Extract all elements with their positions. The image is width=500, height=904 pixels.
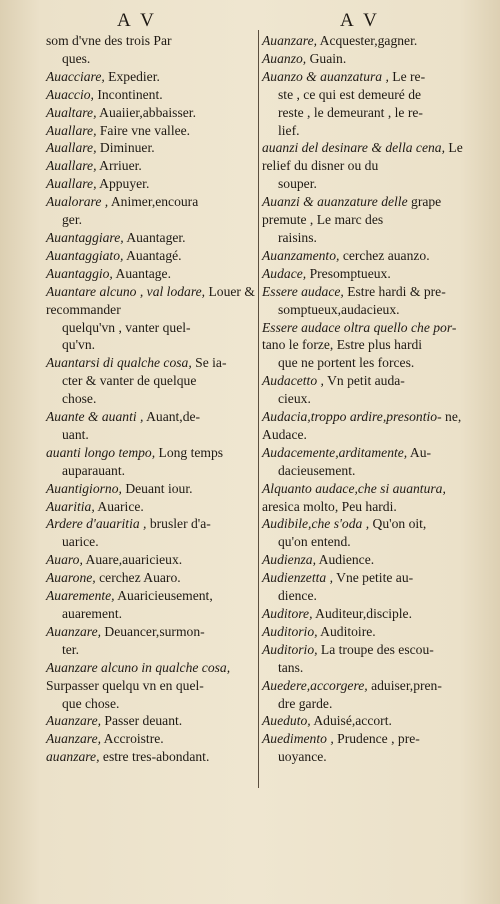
entry-continuation: chose.	[62, 391, 97, 407]
dictionary-entry	[46, 480, 272, 498]
entry-gloss: Auaricieusement,	[117, 588, 213, 604]
entry-gloss: Louer & recommander	[46, 283, 255, 317]
dictionary-entry	[262, 32, 482, 50]
entry-gloss: Auantage.	[115, 265, 171, 281]
entry-gloss: Arriuer.	[99, 158, 142, 174]
dictionary-entry	[46, 515, 272, 551]
entry-headword: Auante & auanti ,	[46, 409, 144, 425]
entry-headword: Auaritia,	[46, 498, 95, 514]
entry-continuation: lief.	[278, 122, 300, 138]
dictionary-entry	[262, 641, 482, 677]
dictionary-entry	[262, 515, 482, 551]
entry-gloss: Estre hardi & pre-	[347, 283, 446, 299]
entry-continuation: que chose.	[62, 695, 120, 711]
dictionary-entry	[262, 551, 482, 569]
entry-continuation: raisins.	[278, 229, 317, 245]
dictionary-entry	[46, 712, 272, 730]
entry-headword: Auantaggiare,	[46, 229, 124, 245]
entry-continuation: reste , le demeurant , le re-	[278, 104, 423, 120]
entry-gloss: Auarice.	[97, 498, 144, 514]
dictionary-entry	[46, 68, 272, 86]
dictionary-entry	[262, 408, 482, 444]
entry-continuation: quelqu'vn , vanter quel-	[62, 319, 191, 335]
entry-headword: Alquanto audace,che si auantura,	[262, 480, 446, 496]
entry-gloss: som d'vne des trois Par	[46, 33, 172, 48]
entry-headword: Auarone,	[46, 570, 96, 586]
entry-headword: Aualtare,	[46, 104, 97, 120]
entry-headword: Auanzi & auanzature delle	[262, 194, 408, 210]
dictionary-entry	[46, 247, 272, 265]
dictionary-entry	[46, 444, 272, 480]
entry-gloss: Diminuer.	[99, 140, 155, 156]
dictionary-entry	[262, 480, 482, 516]
entry-gloss: Deuancer,surmon-	[104, 623, 205, 639]
entry-gloss: tano le forze, Estre plus hardi	[262, 337, 423, 353]
entry-continuation: que ne portent les forces.	[278, 355, 415, 371]
dictionary-entry	[262, 283, 482, 319]
entry-gloss: Qu'on oit,	[372, 516, 427, 532]
entry-gloss: Au-	[409, 444, 432, 460]
entry-continuation: uant.	[62, 426, 89, 442]
entry-gloss: Vn petit auda-	[327, 373, 405, 389]
entry-headword: Auantaggiato,	[46, 247, 124, 263]
dictionary-entry	[262, 712, 482, 730]
entry-continuation: dacieusement.	[278, 462, 356, 478]
entry-gloss: Le relief du disner ou du	[262, 140, 463, 174]
entry-gloss: cerchez Auaro.	[99, 570, 181, 586]
entry-gloss: Surpasser quelqu vn en quel-	[46, 677, 204, 693]
entry-gloss: Passer deuant.	[104, 713, 183, 729]
entry-gloss: Acquester,gagner.	[319, 33, 418, 48]
dictionary-entry	[46, 659, 272, 713]
entry-gloss: Auantager.	[126, 229, 186, 245]
dictionary-entry	[46, 122, 272, 140]
dictionary-entry	[46, 498, 272, 516]
entry-gloss: estre tres-abondant.	[102, 749, 210, 765]
entry-headword: Auedimento ,	[262, 731, 334, 747]
entry-headword: Auallare,	[46, 158, 97, 174]
entry-headword: Auditore,	[262, 606, 313, 621]
entry-headword: Auditorio,	[262, 623, 318, 639]
entry-headword: Essere audace oltra quello che por-	[262, 319, 457, 335]
dictionary-entry	[46, 193, 272, 229]
entry-headword: Auaremente,	[46, 588, 115, 604]
entry-gloss: Auditeur,disciple.	[315, 606, 412, 621]
entry-gloss: Incontinent.	[97, 86, 163, 102]
entry-headword: Auanzare,	[46, 731, 101, 747]
entry-gloss: cerchez auanzo.	[342, 247, 430, 263]
dictionary-entry	[262, 444, 482, 480]
entry-continuation: qu'vn.	[62, 337, 96, 353]
entry-headword: Audacemente,arditamente,	[262, 444, 408, 460]
entry-gloss: Vne petite au-	[336, 570, 414, 586]
entry-headword: Audace,	[262, 265, 307, 281]
entry-headword: Auantaggio,	[46, 265, 113, 281]
dictionary-entry	[46, 587, 272, 623]
dictionary-entry	[262, 193, 482, 247]
left-column	[46, 32, 272, 766]
entry-headword: Auallare,	[46, 122, 97, 138]
entry-gloss: Accroistre.	[103, 731, 164, 747]
entry-gloss: Expedier.	[108, 68, 160, 84]
entry-headword: Auantare alcuno , val lodare,	[46, 283, 206, 299]
entry-headword: Auaccio,	[46, 86, 94, 102]
entry-headword: Auacciare,	[46, 68, 105, 84]
entry-headword: Auanzare,	[46, 713, 101, 729]
dictionary-entry	[262, 730, 482, 766]
entry-continuation: souper.	[278, 176, 317, 192]
entry-gloss: Auare,auaricieux.	[85, 552, 183, 568]
entry-gloss: Deuant iour.	[125, 480, 193, 496]
entry-gloss: grape premute , Le marc des	[262, 194, 442, 228]
entry-continuation: cter & vanter de quelque	[62, 373, 197, 389]
dictionary-entry	[46, 354, 272, 408]
dictionary-entry	[262, 265, 482, 283]
dictionary-entry	[262, 623, 482, 641]
entry-gloss: Auaiier,abbaisser.	[99, 104, 196, 120]
entry-headword: Auanzamento,	[262, 247, 340, 263]
dictionary-entry	[262, 605, 482, 623]
entry-headword: Auanzare,	[262, 33, 317, 48]
dictionary-entry	[46, 32, 272, 68]
dictionary-entry	[46, 730, 272, 748]
dictionary-entry	[46, 229, 272, 247]
entry-gloss: Auditoire.	[320, 623, 376, 639]
dictionary-entry	[46, 175, 272, 193]
entry-headword: Audienzetta ,	[262, 570, 333, 586]
entry-headword: auanzare,	[46, 749, 100, 765]
entry-headword: Auedere,accorgere,	[262, 677, 368, 693]
entry-headword: Auanzare,	[46, 623, 101, 639]
dictionary-entry	[46, 283, 272, 355]
entry-headword: Auanzare alcuno in qualche cosa,	[46, 659, 231, 675]
right-running-head: A V	[340, 10, 380, 31]
dictionary-entry	[46, 265, 272, 283]
entry-continuation: ste , ce qui est demeuré de	[278, 86, 422, 102]
dictionary-entry	[46, 623, 272, 659]
entry-headword: Auallare,	[46, 140, 97, 156]
dictionary-entry	[46, 104, 272, 122]
entry-continuation: tans.	[278, 659, 304, 675]
entry-continuation: ter.	[62, 641, 79, 657]
dictionary-entry	[262, 372, 482, 408]
dictionary-entry	[46, 157, 272, 175]
entry-headword: Audacia,troppo ardire,presontio-	[262, 409, 442, 425]
entry-gloss: Auant,de-	[146, 409, 201, 425]
entry-gloss: ne, Audace.	[262, 409, 462, 442]
entry-headword: Auanzo,	[262, 50, 307, 66]
entry-gloss: Aduisé,accort.	[313, 713, 392, 729]
entry-headword: Aualorare ,	[46, 194, 109, 210]
entry-continuation: auarement.	[62, 606, 123, 621]
entry-gloss: Audience.	[318, 552, 375, 568]
entry-gloss: Animer,encoura	[110, 194, 199, 210]
entry-gloss: Guain.	[309, 50, 347, 66]
entry-continuation: qu'on entend.	[278, 534, 351, 550]
entry-headword: Audienza,	[262, 552, 316, 568]
dictionary-entry	[262, 50, 482, 68]
right-column	[262, 32, 482, 766]
entry-gloss: Se ia-	[195, 355, 227, 371]
entry-gloss: Le re-	[392, 68, 426, 84]
entry-continuation: auparauant.	[62, 462, 126, 478]
entry-continuation: dre garde.	[278, 695, 333, 711]
entry-headword: Auditorio,	[262, 641, 318, 657]
entry-headword: Auallare,	[46, 176, 97, 192]
entry-headword: Aueduto,	[262, 713, 311, 729]
entry-continuation: cieux.	[278, 391, 311, 407]
entry-continuation: uoyance.	[278, 749, 327, 765]
entry-headword: Audibile,che s'oda ,	[262, 516, 370, 532]
dictionary-entry	[46, 86, 272, 104]
entry-gloss: Faire vne vallee.	[99, 122, 191, 138]
dictionary-entry	[262, 569, 482, 605]
entry-gloss: Prudence , pre-	[337, 731, 420, 747]
entry-headword: Ardere d'auaritia ,	[46, 516, 147, 532]
entry-headword: auanzi del desinare & della cena,	[262, 140, 445, 156]
entry-headword: Auaro,	[46, 552, 83, 568]
entry-headword: Audacetto ,	[262, 373, 324, 389]
dictionary-entry	[46, 139, 272, 157]
entry-gloss: Long temps	[158, 444, 224, 460]
entry-headword: Auantigiorno,	[46, 480, 122, 496]
entry-continuation: ger.	[62, 212, 83, 228]
dictionary-entry	[46, 748, 272, 766]
entry-headword: Auantarsi di qualche cosa,	[46, 355, 192, 371]
entry-headword: auanti longo tempo,	[46, 444, 156, 460]
entry-gloss: La troupe des escou-	[320, 641, 434, 657]
dictionary-entry	[262, 677, 482, 713]
entry-continuation: dience.	[278, 588, 317, 604]
entry-continuation: somptueux,audacieux.	[278, 301, 400, 317]
entry-continuation: ques.	[62, 50, 91, 66]
left-running-head: A V	[117, 10, 157, 31]
entry-gloss: Appuyer.	[99, 176, 150, 192]
dictionary-entry	[46, 569, 272, 587]
entry-gloss: aresica molto, Peu hardi.	[262, 498, 397, 514]
dictionary-entry	[262, 319, 482, 373]
entry-gloss: Presomptueux.	[309, 265, 391, 281]
entry-gloss: aduiser,pren-	[371, 677, 442, 693]
entry-gloss: Auantagé.	[126, 247, 182, 263]
dictionary-entry	[46, 551, 272, 569]
dictionary-entry	[262, 68, 482, 140]
dictionary-entry	[262, 247, 482, 265]
entry-headword: Auanzo & auanzatura ,	[262, 68, 389, 84]
entry-gloss: brusler d'a-	[149, 516, 211, 532]
dictionary-entry	[46, 408, 272, 444]
dictionary-entry	[262, 139, 482, 193]
entry-continuation: uarice.	[62, 534, 99, 550]
entry-headword: Essere audace,	[262, 283, 344, 299]
